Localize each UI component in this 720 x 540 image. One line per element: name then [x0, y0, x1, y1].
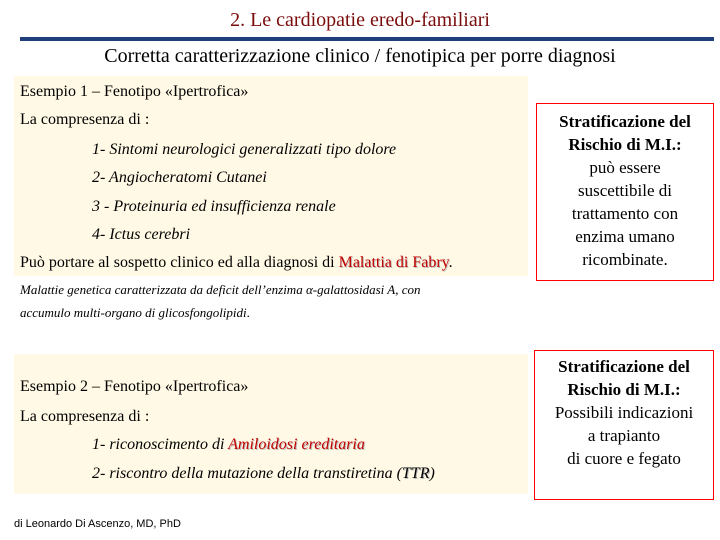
risk2-line-4: a trapianto [587, 426, 661, 445]
risk1-line-2: Rischio di M.I.: [568, 135, 682, 154]
disease-fabry: Malattia di Fabry [338, 254, 449, 271]
example1-item-4: 4- Ictus cerebri [92, 226, 191, 243]
note-end: . [246, 305, 250, 320]
title-divider [20, 37, 714, 41]
example1-heading: Esempio 1 – Fenotipo «Ipertrofica» [20, 83, 249, 100]
example1-item-2: 2- Angiocheratomi Cutanei [92, 169, 267, 186]
risk1-line-4: suscettibile di [578, 181, 672, 200]
note-text: accumulo multi-organo di glicosfongolipidi [20, 305, 247, 320]
example1-suspect-line [20, 254, 453, 272]
example2-heading: Esempio 2 – Fenotipo «Ipertrofica» [20, 378, 249, 395]
example2-intro: La compresenza di : [20, 408, 150, 425]
risk1-line-6: enzima umano [575, 227, 675, 246]
risk1-line-3: può essere [589, 158, 661, 177]
example1-note-line-2 [20, 305, 250, 321]
slide-subtitle: Corretta caratterizzazione clinico / fenotipica per porre diagnosi [104, 45, 616, 67]
risk2-line-3: Possibili indicazioni [554, 403, 694, 422]
risk1-line-5: trattamento con [571, 204, 679, 223]
ttr-highlight: TTR [401, 465, 430, 482]
example1-note-line-1: Malattie genetica caratterizzata da deficit dell’enzima α-galattosidasi A, con [20, 282, 421, 297]
amyloidosis-highlight: Amiloidosi ereditaria [228, 436, 365, 453]
risk2-line-1: Stratificazione del [558, 357, 690, 376]
example1-item-3: 3 - Proteinuria ed insufficienza renale [92, 198, 336, 215]
risk-stratification-box-1 [536, 103, 714, 281]
author-footer: di Leonardo Di Ascenzo, MD, PhD [14, 518, 181, 530]
example1-item-1: 1- Sintomi neurologici generalizzati tipo dolore [92, 141, 397, 158]
item2-prefix: 2- riscontro della mutazione della transtiretina ( [92, 465, 402, 482]
risk-stratification-box-2 [534, 350, 714, 500]
item1-prefix: 1- riconoscimento di [92, 436, 229, 453]
example2-item-2 [92, 465, 435, 483]
suspect-suffix: . [448, 254, 453, 271]
example1-intro: La compresenza di : [20, 111, 150, 128]
risk2-line-5: di cuore e fegato [567, 449, 681, 468]
suspect-prefix: Può portare al sospetto clinico ed alla diagnosi di [20, 254, 339, 271]
risk1-line-7: ricombinate. [582, 250, 668, 269]
risk2-line-2: Rischio di M.I.: [567, 380, 681, 399]
example2-item-1 [92, 436, 365, 454]
slide-title: 2. Le cardiopatie eredo-familiari [230, 9, 490, 31]
risk1-line-1: Stratificazione del [559, 112, 691, 131]
item2-suffix: ) [429, 465, 435, 482]
